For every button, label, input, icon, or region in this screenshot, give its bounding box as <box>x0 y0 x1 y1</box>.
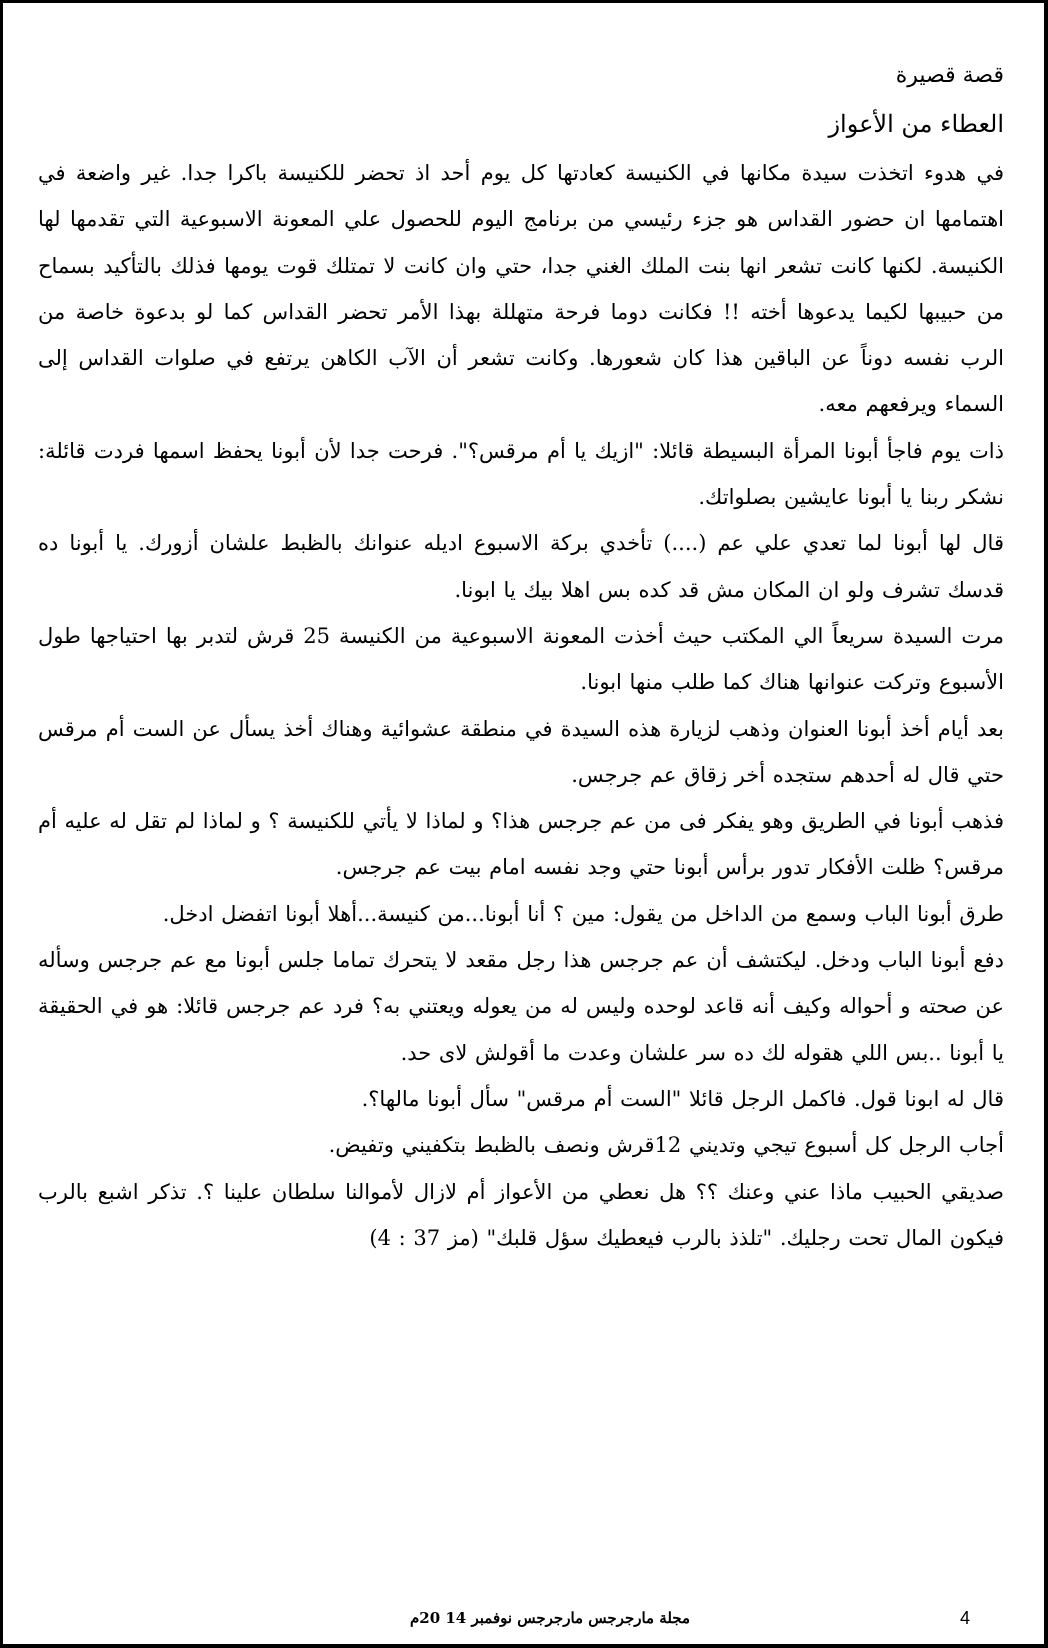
paragraph-intro: في هدوء اتخذت سيدة مكانها في الكنيسة كعادتها كل يوم أحد اذ تحضر للكنيسة باكرا جدا. غير واضعة في اهتمامها ان حضور القداس هو جزء رئيسي من برنامج اليوم للحصول علي المعونة الاسبوعية التي تقدمها لها الكنيسة. لكنها كانت تشعر انها بنت الملك الغني جدا، حتي وان كانت لا تمتلك قوت يومها فذلك بالتأكيد بسماح من حبيبها لكيما يدعوها أخته !! فكانت دوما فرحة متهللة بهذا الأمر تحضر القداس كما لو بدعوة خاصة من الرب نفسه دوناً عن الباقين هذا كان شعورها. وكانت تشعر أن الآب الكاهن يرتفع في صلوات القداس إلى السماء ويرفعهم معه. <box>38 161 1004 417</box>
magazine-footer: مجلة مارجرجس مارجرجس نوفمبر 14 20م <box>409 1609 691 1627</box>
paragraph-visit-request: قال لها أبونا لما تعدي علي عم (....) تأخدي بركة الاسبوع اديله عنوانك بالظبط علشان أزورك. يا أبونا ده قدسك تشرف ولو ان المكان مش قد كده بس اهلا بيك يا ابونا. <box>38 531 1004 602</box>
paragraph-discovery: دفع أبونا الباب ودخل. ليكتشف أن عم جرجس هذا رجل مقعد لا يتحرك تماما جلس أبونا مع عم جرجس وسأله عن صحته و أحواله وكيف أنه قاعد لوحده وليس له من يعوله ويعتني به؟ فرد عم جرجس قائلا: هو في الحقيقة يا أبونا ..بس اللي هقوله لك ده سر علشان وعدت ما أقولش لاى حد. <box>38 948 1004 1065</box>
paragraph-answer: أجاب الرجل كل أسبوع تيجي وتديني 12قرش ونصف بالظبط بتكفيني وتفيض. <box>328 1133 1004 1158</box>
page-number: 4 <box>959 1608 970 1628</box>
article-title: العطاء من الأعواز <box>828 110 1004 138</box>
paragraph-reveal: قال له ابونا قول. فاكمل الرجل قائلا "الست أم مرقس" سأل أبونا مالها؟. <box>361 1086 1004 1111</box>
paragraph-moral: صديقي الحبيب ماذا عني وعنك ؟؟ هل نعطي من الأعواز أم لازال لأموالنا سلطان علينا ؟. تذكر اشبع بالرب فيكون المال تحت رجليك. "تلذذ بالرب فيعطيك سؤل قلبك" (مز 37 : 4) <box>38 1179 1004 1250</box>
paragraph-wondering: فذهب أبونا في الطريق وهو يفكر فى من عم جرجس هذا؟ و لماذا لا يأتي للكنيسة ؟ و لماذا لم تقل له عليه أم مرقس؟ ظلت الأفكار تدور برأس أبونا حتي وجد نفسه امام بيت عم جرجس. <box>38 809 1004 880</box>
article-kicker: قصة قصيرة <box>895 63 1004 88</box>
paragraph-weekly-aid: مرت السيدة سريعاً الي المكتب حيث أخذت المعونة الاسبوعية من الكنيسة 25 قرش لتدبر بها احتياجها طول الأسبوع وتركت عنوانها هناك كما طلب منها ابونا. <box>38 623 1004 695</box>
page-footer <box>0 1606 1048 1630</box>
paragraph-search: بعد أيام أخذ أبونا العنوان وذهب لزيارة هذه السيدة في منطقة عشوائية وهناك أخذ يسأل عن الست أم مرقس حتي قال له أحدهم ستجده أخر زقاق عم جرجس. <box>38 716 1004 787</box>
paragraph-greeting: ذات يوم فاجأ أبونا المرأة البسيطة قائلا: "ازيك يا أم مرقس؟". فرحت جدا لأن أبونا يحفظ اسمها فردت قائلة: نشكر ربنا يا أبونا عايشين بصلواتك. <box>38 438 1004 510</box>
paragraph-knock: طرق أبونا الباب وسمع من الداخل من يقول: مين ؟ أنا أبونا...من كنيسة...أهلا أبونا اتفضل ادخل. <box>162 901 1004 926</box>
article <box>38 58 1004 1261</box>
